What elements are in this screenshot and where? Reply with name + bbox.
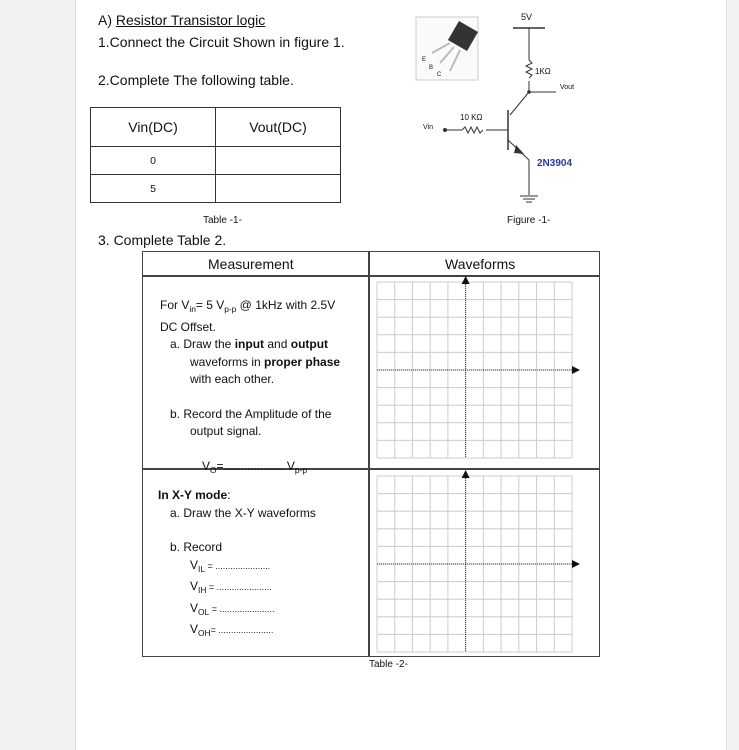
measurement-2: In X-Y mode: a. Draw the X-Y waveforms b. Record $V_{IL}$ = ...................... $V_{IH}$ = ...................... $V_{OL}$ = ...................... $V_{OH}=$ ...................... xyxy=(158,488,316,638)
r-base-label: 10 KΩ xyxy=(460,113,483,122)
table1-caption: Table -1- xyxy=(203,215,242,226)
table1-cell: 5 xyxy=(91,175,216,203)
vin-label: Vin xyxy=(423,124,433,131)
figure1-caption: Figure -1- xyxy=(507,215,551,226)
section-title-text: Resistor Transistor logic xyxy=(115,12,266,28)
r-collector-label: 1KΩ xyxy=(535,67,551,76)
table1-cell xyxy=(216,147,341,175)
table-1 xyxy=(90,107,341,203)
table1-header: Vin(DC) xyxy=(91,108,216,147)
table2-caption: Table -2- xyxy=(369,659,408,670)
vout-label: Vout xyxy=(560,84,575,91)
ground-icon xyxy=(520,196,538,202)
pin-b: B xyxy=(429,65,434,71)
step-3: 3. Complete Table 2. xyxy=(98,232,227,248)
pin-e: E xyxy=(422,57,427,63)
table1-cell: 0 xyxy=(91,147,216,175)
pin-c: C xyxy=(437,72,442,78)
step-1: 1.Connect the Circuit Shown in figure 1. xyxy=(98,34,345,50)
resistor-10k-icon xyxy=(462,127,483,133)
x-arrow-icon xyxy=(572,366,580,374)
transistor-photo-frame xyxy=(416,17,478,80)
x-arrow-icon xyxy=(572,560,580,568)
supply-label: 5V xyxy=(521,12,533,22)
y-arrow-icon xyxy=(462,470,470,478)
y-arrow-icon xyxy=(462,276,470,284)
waveform-grid-2[interactable] xyxy=(372,470,584,655)
circuit-diagram xyxy=(410,5,600,220)
table1-header: Vout(DC) xyxy=(216,108,341,147)
emitter-arrow-icon xyxy=(514,145,524,154)
table2-header-measurement: Measurement xyxy=(208,256,294,272)
table1-cell xyxy=(216,175,341,203)
resistor-1k-icon xyxy=(526,60,532,78)
waveform-grid-1[interactable] xyxy=(372,276,584,464)
section-title xyxy=(98,12,265,28)
measurement-1: For $V_{in}= 5$ $V_{p-p}$ @ 1kHz with 2.5V DC Offset. a. Draw the input and output waveforms in proper phase with each other. b. Record the Amplitude of the output signal. $V_O=$.................. $V_{p-p}$ xyxy=(160,298,341,475)
step-2: 2.Complete The following table. xyxy=(98,72,294,88)
table2-header-waveforms: Waveforms xyxy=(445,256,516,272)
section-prefix: A) xyxy=(98,12,116,28)
transistor-label: 2N3904 xyxy=(537,158,573,169)
